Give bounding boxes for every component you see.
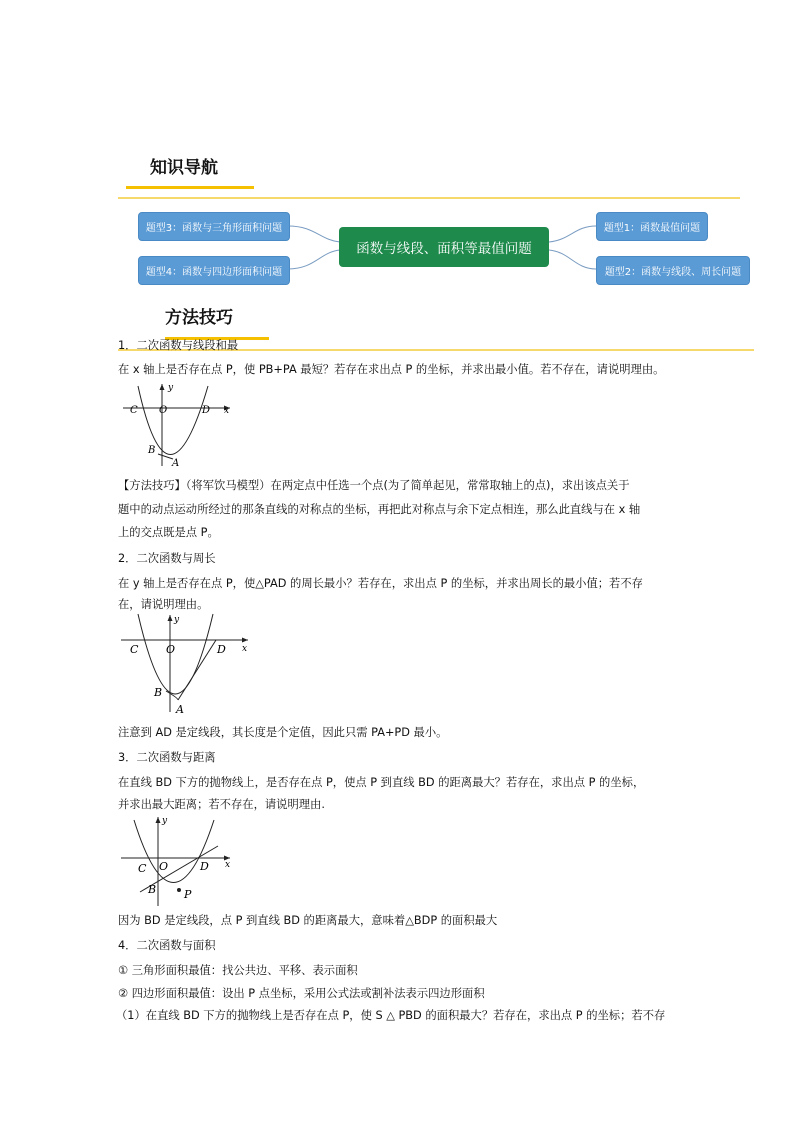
graph3-label-d: D — [200, 860, 209, 873]
graph2-label-a: A — [176, 703, 184, 716]
item4-heading: 4．二次函数与面积 — [118, 939, 216, 952]
graph1-label-o: O — [159, 405, 168, 416]
item3-note: 因为 BD 是定线段，点 P 到直线 BD 的距离最大，意味着△BDP 的面积最大 — [118, 914, 498, 927]
graph1-label-y: y — [168, 383, 174, 393]
graph1-label-x: x — [224, 406, 230, 416]
item1-heading: 1．二次函数与线段和最 — [118, 339, 239, 352]
graph3-label-p: P — [184, 888, 192, 901]
item3-question-line2: 并求出最大距离；若不存在，请说明理由. — [118, 798, 325, 811]
graph3-label-b: B — [148, 883, 157, 896]
item2-heading: 2．二次函数与周长 — [118, 552, 216, 565]
mindmap-node-type1[interactable]: 题型1：函数最值问题 — [596, 212, 708, 241]
item4-point1: ① 三角形面积最值：找公共边、平移、表示面积 — [118, 964, 358, 977]
item1-tip-line1: 【方法技巧】（将军饮马模型）在两定点中任选一个点(为了简单起见，常常取轴上的点)，求出该点关于 — [118, 479, 630, 492]
section-title-knowledge-nav: 知识导航 — [150, 158, 218, 178]
item1-tip-line2: 题中的动点运动所经过的那条直线的对称点的坐标，再把此对称点与余下定点相连，那么此直线与在 x 轴 — [118, 503, 641, 516]
item1-question: 在 x 轴上是否存在点 P，使 PB+PA 最短？若存在求出点 P 的坐标，并求出最小值。若不存在，请说明理由。 — [118, 363, 665, 376]
graph2-label-c: C — [130, 643, 139, 656]
item3-heading: 3．二次函数与距离 — [118, 751, 216, 764]
mindmap-node-type4[interactable]: 题型4：函数与四边形面积问题 — [138, 256, 290, 285]
graph3-label-c: C — [138, 862, 147, 875]
graph2-label-x: x — [242, 644, 248, 654]
item3-question-line1: 在直线 BD 下方的抛物线上，是否存在点 P，使点 P 到直线 BD 的距离最大？若存在，求出点 P 的坐标， — [118, 776, 645, 789]
graph3-label-x: x — [225, 860, 231, 870]
graph-3 — [118, 814, 243, 909]
graph3-label-o: O — [159, 860, 169, 873]
graph1-label-d: D — [202, 405, 211, 416]
item1-tip-line3: 上的交点既是点 P。 — [118, 526, 219, 539]
item4-point2: ② 四边形面积最值：设出 P 点坐标，采用公式法或割补法表示四边形面积 — [118, 987, 485, 1000]
graph-1 — [118, 380, 248, 470]
graph1-label-c: C — [130, 405, 138, 416]
graph-2 — [118, 612, 258, 717]
graph3-label-y: y — [162, 816, 168, 826]
item2-question-line2: 在，请说明理由。 — [118, 598, 209, 611]
item2-question-line1: 在 y 轴上是否存在点 P，使△PAD 的周长最小？若存在，求出点 P 的坐标，并求出周长的最小值；若不存 — [118, 577, 643, 590]
item4-question: （1）在直线 BD 下方的抛物线上是否存在点 P，使 S △ PBD 的面积最大？若存在，求出点 P 的坐标；若不存 — [116, 1009, 666, 1022]
mindmap-node-type2[interactable]: 题型2：函数与线段、周长问题 — [596, 256, 750, 285]
graph2-label-b: B — [154, 686, 163, 699]
graph2-label-y: y — [174, 615, 180, 625]
graph2-label-d: D — [217, 643, 226, 656]
graph2-label-o: O — [166, 643, 176, 656]
mindmap-center-node[interactable]: 函数与线段、面积等最值问题 — [339, 227, 549, 267]
graph1-label-b: B — [148, 445, 156, 456]
item2-note: 注意到 AD 是定线段，其长度是个定值，因此只需 PA+PD 最小。 — [118, 726, 448, 739]
mindmap-node-type3[interactable]: 题型3：函数与三角形面积问题 — [138, 212, 290, 241]
graph1-label-a: A — [172, 458, 180, 469]
section-title-method-tips: 方法技巧 — [165, 308, 233, 328]
